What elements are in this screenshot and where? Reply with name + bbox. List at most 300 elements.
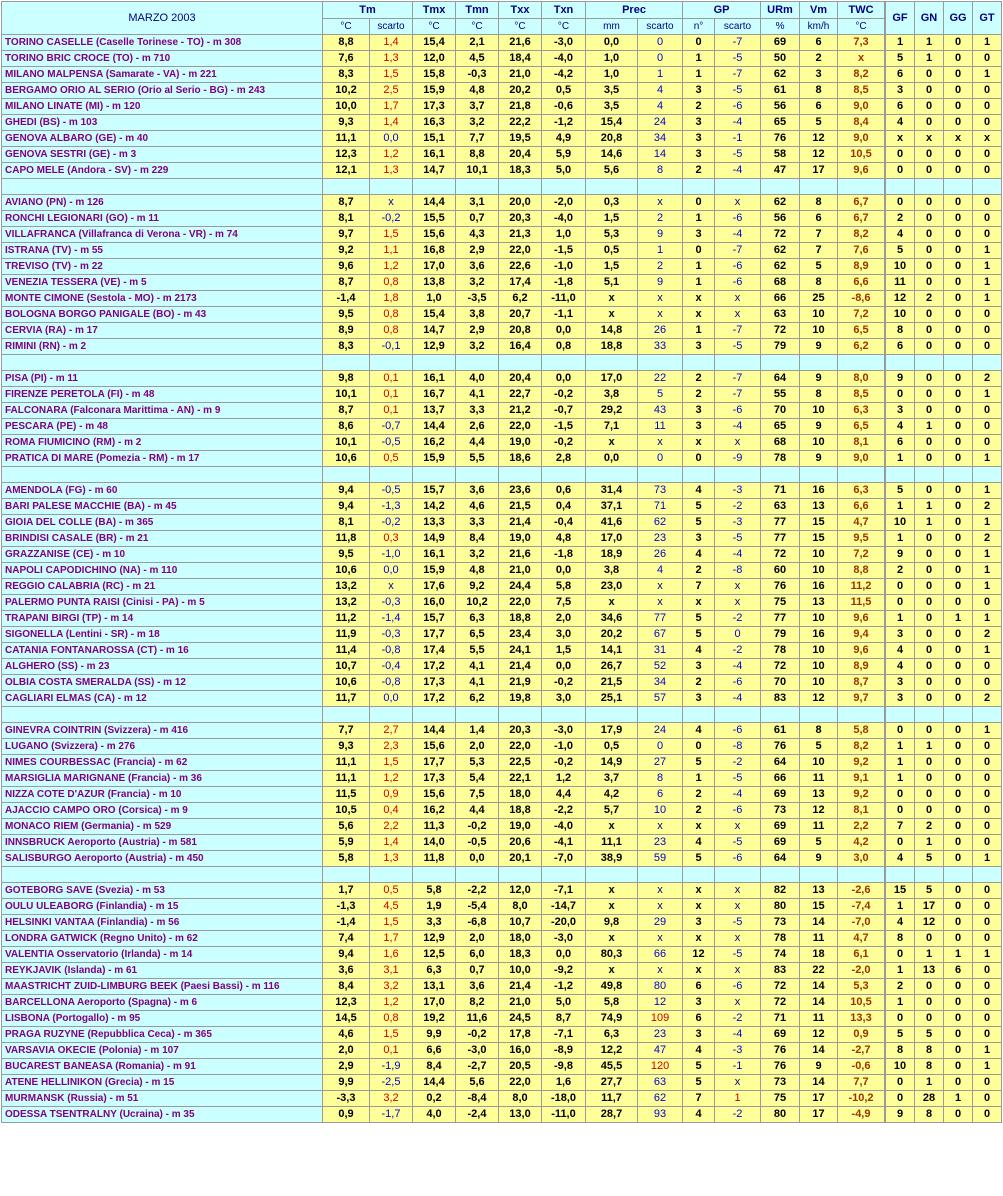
station-location: Aeroporto (Austria) xyxy=(67,837,160,848)
spacer-cell xyxy=(715,179,761,195)
station-name-cell xyxy=(2,739,323,755)
value-cell: 60 xyxy=(761,563,800,579)
station-name: SIGONELLA xyxy=(5,629,63,640)
value-cell: 10 xyxy=(800,643,838,659)
station-location: (SS) xyxy=(134,677,155,688)
station-name-cell xyxy=(2,915,323,931)
value-cell: 0 xyxy=(683,195,715,211)
days-row xyxy=(886,403,1002,419)
group-spacer xyxy=(2,707,885,723)
station-altitude: - m 2 xyxy=(117,437,142,448)
station-location: Aeroporto (Austria) xyxy=(74,853,167,864)
value-cell: 2,9 xyxy=(323,1059,370,1075)
value-cell: 17,8 xyxy=(499,1027,542,1043)
days-cell: 1 xyxy=(915,515,944,531)
value-cell: -3,3 xyxy=(323,1091,370,1107)
station-altitude: - m 48 xyxy=(125,389,155,400)
days-row xyxy=(886,451,1002,467)
days-cell: 15 xyxy=(886,883,915,899)
value-cell: 13,0 xyxy=(499,1107,542,1123)
value-cell: 24,1 xyxy=(499,643,542,659)
value-cell: 9,0 xyxy=(838,451,885,467)
spacer-cell xyxy=(683,867,715,883)
station-name-cell xyxy=(2,595,323,611)
days-cell: 1 xyxy=(886,899,915,915)
value-cell: 72 xyxy=(761,323,800,339)
table-row xyxy=(2,659,885,675)
value-cell: 21,0 xyxy=(499,995,542,1011)
value-cell: 4,0 xyxy=(456,371,499,387)
value-cell: 76 xyxy=(761,1043,800,1059)
value-cell: 9,7 xyxy=(838,691,885,707)
group-spacer xyxy=(2,867,885,883)
value-cell: 10 xyxy=(800,675,838,691)
value-cell: 0,5 xyxy=(586,243,638,259)
days-cell: 0 xyxy=(915,275,944,291)
value-cell: 9 xyxy=(638,275,683,291)
value-cell: 18,4 xyxy=(499,51,542,67)
days-row xyxy=(886,691,1002,707)
days-cell: 2 xyxy=(915,819,944,835)
days-cell: 0 xyxy=(944,339,973,355)
value-cell: 21,6 xyxy=(499,35,542,51)
station-name-cell xyxy=(2,243,323,259)
days-row xyxy=(886,435,1002,451)
station-altitude: - m 43 xyxy=(177,309,207,320)
value-cell: 15,5 xyxy=(413,211,456,227)
days-cell: 0 xyxy=(973,963,1002,979)
value-cell: -0,3 xyxy=(456,67,499,83)
spacer-cell xyxy=(323,707,370,723)
value-cell: 3 xyxy=(683,339,715,355)
value-cell: 17,6 xyxy=(413,579,456,595)
station-name-cell xyxy=(2,227,323,243)
days-cell: 0 xyxy=(973,195,1002,211)
value-cell: -5 xyxy=(715,531,761,547)
value-cell: 9,9 xyxy=(413,1027,456,1043)
station-name: TORINO xyxy=(5,53,44,64)
days-row xyxy=(886,947,1002,963)
days-cell: 0 xyxy=(944,243,973,259)
value-cell: 80 xyxy=(761,899,800,915)
value-cell: 62 xyxy=(638,1091,683,1107)
value-cell: -2,4 xyxy=(456,1107,499,1123)
value-cell: x xyxy=(683,819,715,835)
table-row xyxy=(2,227,885,243)
spacer-cell xyxy=(323,355,370,371)
col-txx: Txx xyxy=(499,2,542,19)
value-cell: x xyxy=(638,435,683,451)
station-name-cell xyxy=(2,147,323,163)
table-row xyxy=(2,131,885,147)
value-cell: -4,0 xyxy=(542,51,586,67)
value-cell: 21,0 xyxy=(499,563,542,579)
value-cell: -7 xyxy=(715,35,761,51)
spacer-cell xyxy=(800,867,838,883)
station-name-cell xyxy=(2,947,323,963)
station-location: (Falconara Marittima - AN) xyxy=(70,405,195,416)
value-cell: 10,5 xyxy=(838,995,885,1011)
spacer-cell xyxy=(499,707,542,723)
value-cell: 19,0 xyxy=(499,819,542,835)
value-cell: 2,0 xyxy=(542,611,586,627)
value-cell: 5 xyxy=(683,515,715,531)
value-cell: 13,2 xyxy=(323,579,370,595)
value-cell: 7,4 xyxy=(323,931,370,947)
value-cell: -4,0 xyxy=(542,211,586,227)
value-cell: 8,7 xyxy=(323,275,370,291)
station-location: (Caselle Torinese - TO) xyxy=(95,37,204,48)
value-cell: 22,7 xyxy=(499,387,542,403)
value-cell: x xyxy=(586,291,638,307)
days-cell: 4 xyxy=(886,643,915,659)
value-cell: 120 xyxy=(638,1059,683,1075)
days-cell: 0 xyxy=(973,835,1002,851)
station-altitude: - m 53 xyxy=(135,885,165,896)
spacer-cell xyxy=(761,867,800,883)
col-gn: GN xyxy=(915,2,944,35)
station-location: (BR) xyxy=(95,533,117,544)
value-cell: 8,1 xyxy=(323,515,370,531)
days-cell: 1 xyxy=(973,243,1002,259)
value-cell: 15,9 xyxy=(413,451,456,467)
station-name-cell xyxy=(2,611,323,627)
days-cell: 1 xyxy=(973,483,1002,499)
spacer-cell xyxy=(2,467,323,483)
value-cell: 22,1 xyxy=(499,771,542,787)
station-location: (Finlandia) xyxy=(97,917,148,928)
table-row xyxy=(2,371,885,387)
value-cell: 80 xyxy=(638,979,683,995)
table-row xyxy=(2,67,885,83)
table-row xyxy=(2,1043,885,1059)
station-name-cell xyxy=(2,435,323,451)
station-altitude: - m 22 xyxy=(73,261,103,272)
value-cell: 20,2 xyxy=(586,627,638,643)
days-cell: 0 xyxy=(886,1011,915,1027)
value-cell: 10,0 xyxy=(323,99,370,115)
value-cell: 18,6 xyxy=(499,451,542,467)
value-cell: 49,8 xyxy=(586,979,638,995)
days-row xyxy=(886,547,1002,563)
days-cell: 0 xyxy=(944,819,973,835)
station-name: LONDRA xyxy=(5,933,48,944)
days-cell: 0 xyxy=(973,739,1002,755)
days-cell: 5 xyxy=(886,483,915,499)
station-name-cell xyxy=(2,195,323,211)
value-cell: x xyxy=(586,931,638,947)
value-cell: -3,0 xyxy=(542,35,586,51)
value-cell: x xyxy=(586,963,638,979)
days-cell: 0 xyxy=(944,211,973,227)
value-cell: 7,7 xyxy=(456,131,499,147)
value-cell: 62 xyxy=(761,243,800,259)
value-cell: x xyxy=(715,931,761,947)
value-cell: 2,7 xyxy=(370,723,413,739)
days-cell: 0 xyxy=(944,995,973,1011)
value-cell: 0,7 xyxy=(456,211,499,227)
group-spacer xyxy=(2,467,885,483)
col-gf: GF xyxy=(886,2,915,35)
station-site: LINATE xyxy=(47,101,83,112)
value-cell: 15,4 xyxy=(413,35,456,51)
station-location: (FG) xyxy=(65,485,86,496)
value-cell: 16,0 xyxy=(499,1043,542,1059)
value-cell: 10,6 xyxy=(323,563,370,579)
value-cell: 16,1 xyxy=(413,547,456,563)
value-cell: -7 xyxy=(715,323,761,339)
station-name: PESCARA xyxy=(5,421,54,432)
days-cell: 12 xyxy=(886,291,915,307)
value-cell: 6 xyxy=(800,35,838,51)
value-cell: 56 xyxy=(761,99,800,115)
days-cell: 0 xyxy=(915,435,944,451)
days-cell: 0 xyxy=(944,403,973,419)
value-cell: 1,0 xyxy=(413,291,456,307)
value-cell: x xyxy=(683,307,715,323)
days-cell: 0 xyxy=(915,979,944,995)
value-cell: 9,1 xyxy=(838,771,885,787)
spacer-cell xyxy=(944,467,973,483)
days-cell: 1 xyxy=(886,35,915,51)
station-location: (FI) xyxy=(107,389,123,400)
value-cell: -6 xyxy=(715,803,761,819)
value-cell: 4,6 xyxy=(456,499,499,515)
unit-gp-scarto: scarto xyxy=(715,19,761,35)
value-cell: -2,0 xyxy=(838,963,885,979)
value-cell: x xyxy=(586,899,638,915)
value-cell: -6 xyxy=(715,979,761,995)
value-cell: 1,4 xyxy=(370,835,413,851)
station-location: (Lentini - SR) xyxy=(65,629,128,640)
value-cell: x xyxy=(586,883,638,899)
spacer-cell xyxy=(638,355,683,371)
table-row xyxy=(2,547,885,563)
station-altitude: - m 416 xyxy=(153,725,189,736)
value-cell: -7,1 xyxy=(542,883,586,899)
value-cell: -6,8 xyxy=(456,915,499,931)
value-cell: 73 xyxy=(761,1075,800,1091)
value-cell: 0,0 xyxy=(370,131,413,147)
station-location: (Polonia) xyxy=(98,1045,142,1056)
days-cell: 0 xyxy=(915,195,944,211)
station-name-cell xyxy=(2,1107,323,1123)
days-cell: 0 xyxy=(973,403,1002,419)
station-location: (GE) xyxy=(95,133,117,144)
group-spacer xyxy=(886,467,1002,483)
value-cell: 12,5 xyxy=(413,947,456,963)
value-cell: 21,5 xyxy=(499,499,542,515)
value-cell: 66 xyxy=(761,771,800,787)
value-cell: 6,5 xyxy=(456,627,499,643)
value-cell: 5,0 xyxy=(542,995,586,1011)
days-row xyxy=(886,1043,1002,1059)
spacer-cell xyxy=(683,179,715,195)
days-cell: 0 xyxy=(973,211,1002,227)
group-spacer xyxy=(2,179,885,195)
value-cell: 6 xyxy=(800,211,838,227)
value-cell: 0 xyxy=(638,35,683,51)
col-gt: GT xyxy=(973,2,1002,35)
value-cell: -2,6 xyxy=(838,883,885,899)
station-name: REYKJAVIK xyxy=(5,965,62,976)
table-row xyxy=(2,675,885,691)
value-cell: -0,2 xyxy=(456,1027,499,1043)
value-cell: 4,8 xyxy=(542,531,586,547)
station-site: COSTA SMERALDA xyxy=(38,677,132,688)
value-cell: 1,0 xyxy=(542,227,586,243)
value-cell: 1 xyxy=(638,67,683,83)
value-cell: 10,5 xyxy=(323,803,370,819)
days-cell: 8 xyxy=(886,323,915,339)
value-cell: 14,2 xyxy=(413,499,456,515)
value-cell: -9 xyxy=(715,451,761,467)
value-cell: 0 xyxy=(683,739,715,755)
value-cell: 26 xyxy=(638,323,683,339)
value-cell: -1,7 xyxy=(370,1107,413,1123)
station-location: (Orio al Serio - BG) xyxy=(137,85,228,96)
spacer-cell xyxy=(715,467,761,483)
value-cell: 93 xyxy=(638,1107,683,1123)
value-cell: 22 xyxy=(638,371,683,387)
station-altitude: - m 21 xyxy=(119,533,149,544)
days-cell: 1 xyxy=(973,515,1002,531)
value-cell: 3 xyxy=(683,531,715,547)
value-cell: 4,4 xyxy=(542,787,586,803)
station-name-cell xyxy=(2,931,323,947)
days-cell: 0 xyxy=(886,387,915,403)
days-cell: 0 xyxy=(915,803,944,819)
value-cell: 15,7 xyxy=(413,611,456,627)
value-cell: 3,5 xyxy=(586,99,638,115)
value-cell: 11,5 xyxy=(323,787,370,803)
station-location: (Francia) xyxy=(113,757,156,768)
value-cell: 11,3 xyxy=(413,819,456,835)
value-cell: 11 xyxy=(800,1011,838,1027)
value-cell: 79 xyxy=(761,627,800,643)
days-row xyxy=(886,115,1002,131)
value-cell: 22,0 xyxy=(499,739,542,755)
value-cell: -7 xyxy=(715,67,761,83)
station-name-cell xyxy=(2,819,323,835)
days-cell: 0 xyxy=(886,195,915,211)
days-row xyxy=(886,883,1002,899)
value-cell: -2 xyxy=(715,755,761,771)
station-altitude: - m 243 xyxy=(230,85,266,96)
unit-tmn: °C xyxy=(456,19,499,35)
value-cell: 4 xyxy=(683,1107,715,1123)
value-cell: 80 xyxy=(761,1107,800,1123)
value-cell: 63 xyxy=(638,1075,683,1091)
value-cell: 9 xyxy=(800,451,838,467)
value-cell: 0,1 xyxy=(370,1043,413,1059)
station-altitude: - m 450 xyxy=(169,853,204,864)
days-cell: 2 xyxy=(973,627,1002,643)
value-cell: 14 xyxy=(800,1043,838,1059)
days-cell: 0 xyxy=(944,419,973,435)
value-cell: 9,2 xyxy=(323,243,370,259)
value-cell: 2,0 xyxy=(456,739,499,755)
station-name: BARI xyxy=(5,501,30,512)
value-cell: 10,2 xyxy=(456,595,499,611)
station-name: PISA xyxy=(5,373,28,384)
col-gg: GG xyxy=(944,2,973,35)
value-cell: 72 xyxy=(761,547,800,563)
value-cell: 14,1 xyxy=(586,643,638,659)
spacer-cell xyxy=(638,179,683,195)
value-cell: 6,3 xyxy=(586,1027,638,1043)
spacer-cell xyxy=(944,355,973,371)
value-cell: 13 xyxy=(800,499,838,515)
days-row xyxy=(886,595,1002,611)
table-row xyxy=(2,259,885,275)
value-cell: 8,9 xyxy=(323,323,370,339)
days-row xyxy=(886,243,1002,259)
value-cell: -0,8 xyxy=(370,643,413,659)
spacer-cell xyxy=(715,355,761,371)
station-location: (Ucraina) xyxy=(119,1109,163,1120)
value-cell: -1,2 xyxy=(542,979,586,995)
table-row xyxy=(2,611,885,627)
unit-urm: % xyxy=(761,19,800,35)
station-altitude: - m 5 xyxy=(123,277,147,288)
value-cell: 11,2 xyxy=(838,579,885,595)
days-cell: 1 xyxy=(973,35,1002,51)
days-cell: 0 xyxy=(915,627,944,643)
value-cell: 0,2 xyxy=(413,1091,456,1107)
days-cell: 0 xyxy=(944,275,973,291)
value-cell: 11,1 xyxy=(323,131,370,147)
spacer-cell xyxy=(370,467,413,483)
value-cell: -0,8 xyxy=(370,675,413,691)
value-cell: 64 xyxy=(761,371,800,387)
value-cell: 2,9 xyxy=(456,323,499,339)
value-cell: 6 xyxy=(683,979,715,995)
station-name-cell xyxy=(2,755,323,771)
value-cell: 18,8 xyxy=(499,803,542,819)
value-cell: -5 xyxy=(715,147,761,163)
value-cell: 3 xyxy=(683,915,715,931)
spacer-cell xyxy=(370,867,413,883)
value-cell: 43 xyxy=(638,403,683,419)
days-cell: 2 xyxy=(886,979,915,995)
value-cell: 17,0 xyxy=(413,259,456,275)
value-cell: 6,2 xyxy=(456,691,499,707)
value-cell: 8,2 xyxy=(838,227,885,243)
table-row xyxy=(2,963,885,979)
days-row xyxy=(886,259,1002,275)
table-row xyxy=(2,403,885,419)
value-cell: 3 xyxy=(683,691,715,707)
spacer-cell xyxy=(456,867,499,883)
station-site: FIUMICINO xyxy=(37,437,91,448)
value-cell: 4,2 xyxy=(586,787,638,803)
station-altitude: - m 36 xyxy=(173,773,202,784)
value-cell: 20,8 xyxy=(586,131,638,147)
value-cell: 5,9 xyxy=(323,835,370,851)
days-cell: 6 xyxy=(886,99,915,115)
station-altitude: - m 110 xyxy=(143,565,178,576)
station-name: RONCHI LEGIONARI xyxy=(5,213,103,224)
station-name-cell xyxy=(2,1091,323,1107)
station-site: CASELLE xyxy=(46,37,94,48)
station-site: FONTANAROSSA xyxy=(50,645,135,656)
value-cell: 9,4 xyxy=(838,627,885,643)
station-name: OLBIA xyxy=(5,677,36,688)
value-cell: 0 xyxy=(715,627,761,643)
unit-vm: km/h xyxy=(800,19,838,35)
value-cell: 21,4 xyxy=(499,659,542,675)
